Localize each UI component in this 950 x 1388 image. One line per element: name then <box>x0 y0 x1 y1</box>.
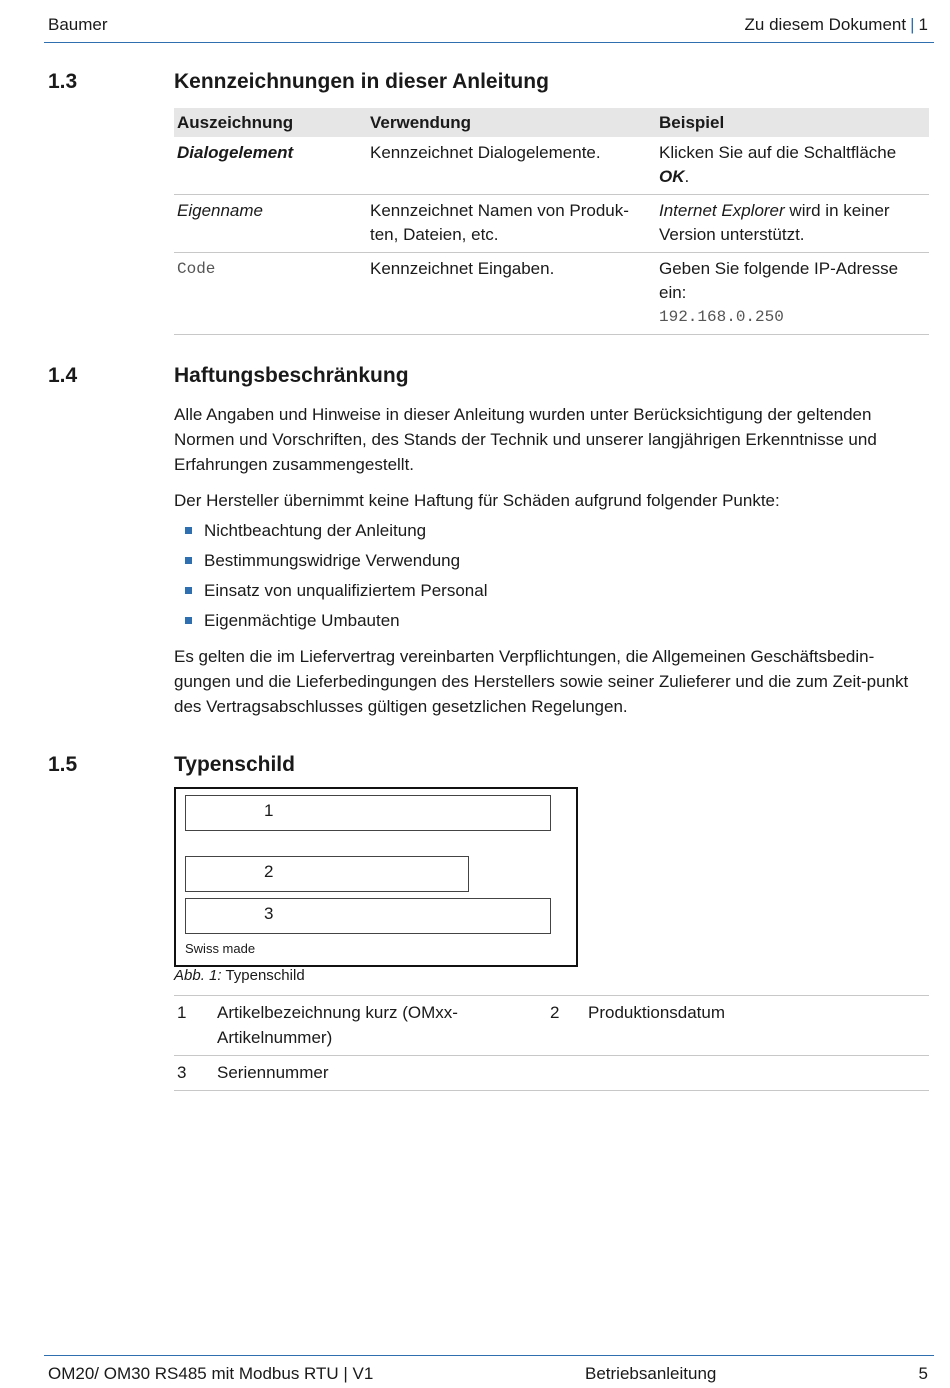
legend-text: Seriennummer <box>214 1056 547 1091</box>
legend-number <box>547 1056 585 1091</box>
example-dialog-element: OK <box>659 167 685 186</box>
section-title-1-4: Haftungsbeschränkung <box>174 364 409 387</box>
list-item <box>174 547 487 577</box>
footer-page-number: 5 <box>918 1364 928 1383</box>
list-item <box>174 607 487 637</box>
header-separator: | <box>910 15 915 34</box>
markings-table <box>174 108 929 335</box>
example-text: Klicken Sie auf die Schaltfläche <box>659 143 897 162</box>
table-cell: Eigenname <box>174 195 367 253</box>
swiss-made-label: Swiss made <box>185 941 256 956</box>
bullet-list <box>174 517 487 637</box>
plate-field-number: 1 <box>264 801 274 820</box>
list-item <box>174 517 487 547</box>
type-plate-figure <box>174 787 578 967</box>
caption-text: Typenschild <box>221 967 305 984</box>
plate-field-number: 2 <box>264 862 274 881</box>
bullet-square-icon <box>185 617 192 624</box>
table-row <box>174 1056 929 1091</box>
legend-number: 3 <box>174 1056 214 1091</box>
bullet-square-icon <box>185 527 192 534</box>
example-text: . <box>684 167 690 186</box>
plate-field-date <box>185 856 469 892</box>
figure-caption <box>174 967 305 984</box>
plate-field-article <box>185 795 551 831</box>
table-cell: Kennzeichnet Dialogelemente. <box>367 137 656 195</box>
section-title-1-3: Kennzeichnungen in dieser Anleitung <box>174 70 549 93</box>
header-brand: Baumer <box>48 15 108 34</box>
table-cell: Kennzeichnet Eingaben. <box>367 253 656 335</box>
legend-text: Produktionsdatum <box>585 996 929 1056</box>
table-cell <box>656 253 929 335</box>
table-header-row <box>174 108 929 137</box>
section-title-1-5: Typenschild <box>174 753 295 776</box>
table-header: Verwendung <box>367 108 656 137</box>
table-cell: Code <box>174 253 367 335</box>
legend-text: Artikelbezeichnung kurz (OMxx-Artikelnummer) <box>214 996 547 1056</box>
list-item-text: Eigenmächtige Umbauten <box>204 611 400 630</box>
caption-label: Abb. 1: <box>174 967 222 984</box>
list-item <box>174 577 487 607</box>
table-row <box>174 996 929 1056</box>
footer-product: OM20/ OM30 RS485 mit Modbus RTU | V1 <box>48 1364 374 1383</box>
paragraph: Der Hersteller übernimmt keine Haftung für Schäden aufgrund folgender Punkte: <box>174 491 780 510</box>
header-chapter-num: 1 <box>918 15 928 34</box>
table-cell: Dialogelement <box>174 137 367 195</box>
table-cell: Kennzeichnet Namen von Produk-ten, Dateien, etc. <box>367 195 656 253</box>
section-number-1-3: 1.3 <box>48 70 78 93</box>
table-row <box>174 195 929 253</box>
legend-number: 2 <box>547 996 585 1056</box>
type-plate-legend <box>174 995 929 1091</box>
example-code: 192.168.0.250 <box>659 308 784 326</box>
bullet-square-icon <box>185 557 192 564</box>
section-number-1-4: 1.4 <box>48 364 78 387</box>
header-section-title: Zu diesem Dokument <box>744 15 907 34</box>
footer-doc-type: Betriebsanleitung <box>585 1364 717 1383</box>
plate-field-serial <box>185 898 551 934</box>
section-number-1-5: 1.5 <box>48 753 78 776</box>
table-header: Beispiel <box>656 108 929 137</box>
table-cell <box>656 195 929 253</box>
table-row <box>174 137 929 195</box>
paragraph: Es gelten die im Liefervertrag vereinbarten Verpflichtungen, die Allgemeinen Geschäftsbedin-gungen und die Lieferbedingungen des Herstellers sowie seiner Zulieferer und die zum Zeit-punkt des Vertragsabschlusses gültigen gesetzlichen Regelungen. <box>174 647 909 716</box>
table-cell <box>656 137 929 195</box>
list-item-text: Nichtbeachtung der Anleitung <box>204 521 427 540</box>
header-section <box>745 15 928 35</box>
example-text: Geben Sie folgende IP-Adresse ein: <box>659 259 899 302</box>
bullet-square-icon <box>185 587 192 594</box>
table-row <box>174 253 929 335</box>
paragraph: Alle Angaben und Hinweise in dieser Anleitung wurden unter Berücksichtigung der geltenden Normen und Vorschriften, des Stands der Technik und unserer langjährigen Erkenntnisse und Erfahrungen zusammengestellt. <box>174 405 877 474</box>
list-item-text: Einsatz von unqualifiziertem Personal <box>204 581 488 600</box>
page-footer <box>44 1355 934 1388</box>
list-item-text: Bestimmungswidrige Verwendung <box>204 551 461 570</box>
example-text: wird in keiner Version unterstützt. <box>659 201 890 244</box>
table-header: Auszeichnung <box>174 108 367 137</box>
legend-number: 1 <box>174 996 214 1056</box>
page-header <box>44 0 934 43</box>
example-proper-name: Internet Explorer <box>659 201 785 220</box>
plate-field-number: 3 <box>264 904 274 923</box>
legend-text <box>585 1056 929 1091</box>
